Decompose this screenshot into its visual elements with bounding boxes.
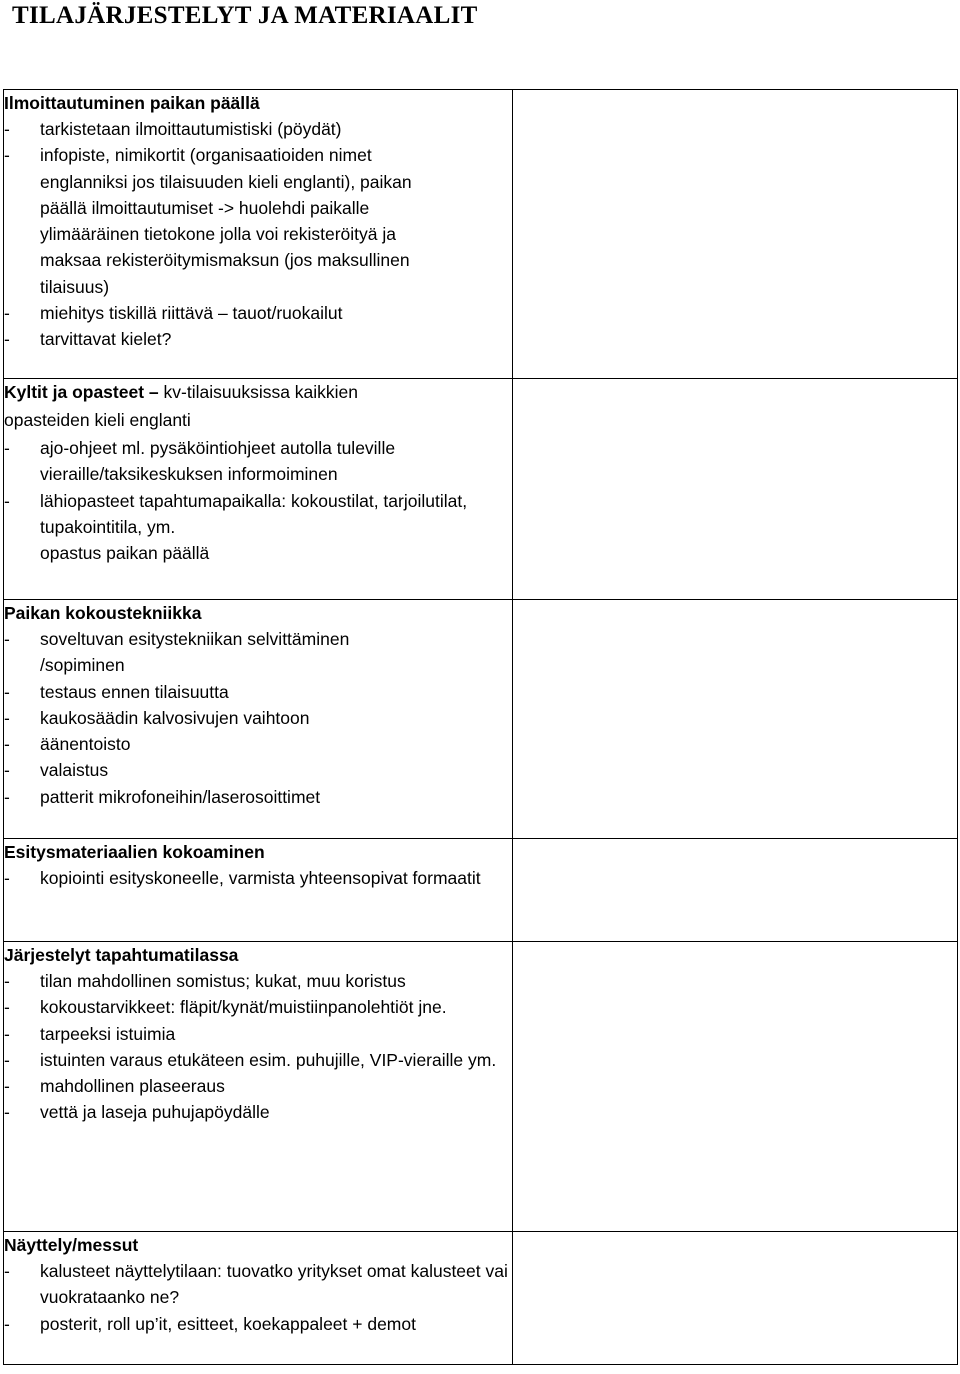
notes-cell [513, 942, 958, 1232]
section-heading: Esitysmateriaalien kokoaminen [4, 842, 265, 862]
table-row [4, 90, 958, 379]
bullet-dash: - [4, 438, 10, 458]
list-item: - tarvittavat kielet? [4, 326, 512, 352]
notes-cell [513, 839, 958, 942]
bullet-dash: - [4, 490, 10, 511]
section-heading: Järjestelyt tapahtumatilassa [4, 945, 239, 965]
list-item: - soveltuvan esitystekniikan selvittäminen /sopiminen [4, 626, 512, 679]
bullet-dash: - [4, 1313, 10, 1334]
list-item: - miehitys tiskillä riittävä – tauot/ruokailut [4, 300, 512, 326]
section-subline: opasteiden kieli englanti [4, 410, 191, 430]
section-cell [4, 839, 513, 942]
notes-cell [513, 90, 958, 379]
list-item: - patterit mikrofoneihin/laserosoittimet [4, 784, 512, 810]
notes-cell [513, 1232, 958, 1365]
section-trailing-text: opastus paikan päällä [40, 543, 210, 564]
bullet-dash: - [4, 997, 10, 1018]
section-heading: Paikan kokoustekniikka [4, 603, 202, 623]
list-item: - mahdollinen plaseeraus [4, 1073, 512, 1099]
item-list [4, 116, 512, 353]
item-list [4, 626, 512, 810]
list-item: - kalusteet näyttelytilaan: tuovatko yritykset omat kalusteet vai vuokrataanko ne? [4, 1258, 512, 1311]
notes-cell [513, 600, 958, 839]
bullet-dash: - [4, 760, 10, 781]
list-item: - infopiste, nimikortit (organisaatioiden nimet englanniksi jos tilaisuuden kieli englanti), paikan päällä ilmoittautumiset -> huolehdi paikalle ylimääräinen tietokone jolla voi rekisteröityä ja maksaa rekisteröitymismaksun (jos maksullinen tilaisuus) [4, 142, 512, 300]
list-item: - tarkistetaan ilmoittautumistiski (pöydät) [4, 116, 512, 142]
list-item: - posterit, roll up’it, esitteet, koekappaleet + demot [4, 1311, 512, 1337]
bullet-dash: - [4, 329, 10, 350]
list-item: - ajo-ohjeet ml. pysäköintiohjeet autolla tuleville vieraille/taksikeskuksen informoiminen [4, 435, 512, 488]
section-heading: Kyltit ja opasteet – kv-tilaisuuksissa kaikkien [4, 382, 359, 402]
planning-table [3, 89, 958, 1365]
section-cell [4, 600, 513, 839]
list-item: - tilan mahdollinen somistus; kukat, muu koristus [4, 968, 512, 994]
bullet-dash: - [4, 1023, 10, 1044]
section-cell [4, 379, 513, 600]
item-list [4, 865, 512, 891]
document-title: TILAJÄRJESTELYT JA MATERIAALIT [12, 2, 478, 29]
list-item: - testaus ennen tilaisuutta [4, 679, 512, 705]
bullet-dash: - [4, 868, 10, 888]
list-item: - tarpeeksi istuimia [4, 1021, 512, 1047]
section-heading: Näyttely/messut [4, 1235, 139, 1255]
item-list [4, 1258, 512, 1337]
notes-cell [513, 379, 958, 600]
bullet-dash: - [4, 707, 10, 728]
bullet-dash: - [4, 1049, 10, 1070]
list-item: - vettä ja laseja puhujapöydälle [4, 1099, 512, 1125]
list-item: - kokoustarvikkeet: fläpit/kynät/muistiinpanolehtiöt jne. [4, 994, 512, 1020]
bullet-dash: - [4, 681, 10, 702]
bullet-dash: - [4, 786, 10, 807]
item-list [4, 435, 512, 540]
table-row [4, 379, 958, 600]
bullet-dash: - [4, 145, 10, 166]
bullet-dash: - [4, 119, 10, 139]
bullet-dash: - [4, 1076, 10, 1097]
table-row [4, 1232, 958, 1365]
item-list [4, 968, 512, 1126]
section-cell [4, 942, 513, 1232]
table-row [4, 839, 958, 942]
list-item: - lähiopasteet tapahtumapaikalla: kokoustilat, tarjoilutilat, tupakointitila, ym. [4, 488, 512, 541]
bullet-dash: - [4, 303, 10, 324]
list-item: - istuinten varaus etukäteen esim. puhujille, VIP-vieraille ym. [4, 1047, 512, 1073]
section-heading: Ilmoittautuminen paikan päällä [4, 93, 260, 113]
list-item: - äänentoisto [4, 731, 512, 757]
table-row [4, 600, 958, 839]
bullet-dash: - [4, 971, 10, 991]
bullet-dash: - [4, 629, 10, 649]
section-cell [4, 1232, 513, 1365]
bullet-dash: - [4, 1261, 10, 1281]
bullet-dash: - [4, 734, 10, 755]
bullet-dash: - [4, 1102, 10, 1123]
list-item: - kopiointi esityskoneelle, varmista yhteensopivat formaatit [4, 865, 512, 891]
list-item: - valaistus [4, 757, 512, 783]
list-item: - kaukosäädin kalvosivujen vaihtoon [4, 705, 512, 731]
section-cell [4, 90, 513, 379]
table-row [4, 942, 958, 1232]
